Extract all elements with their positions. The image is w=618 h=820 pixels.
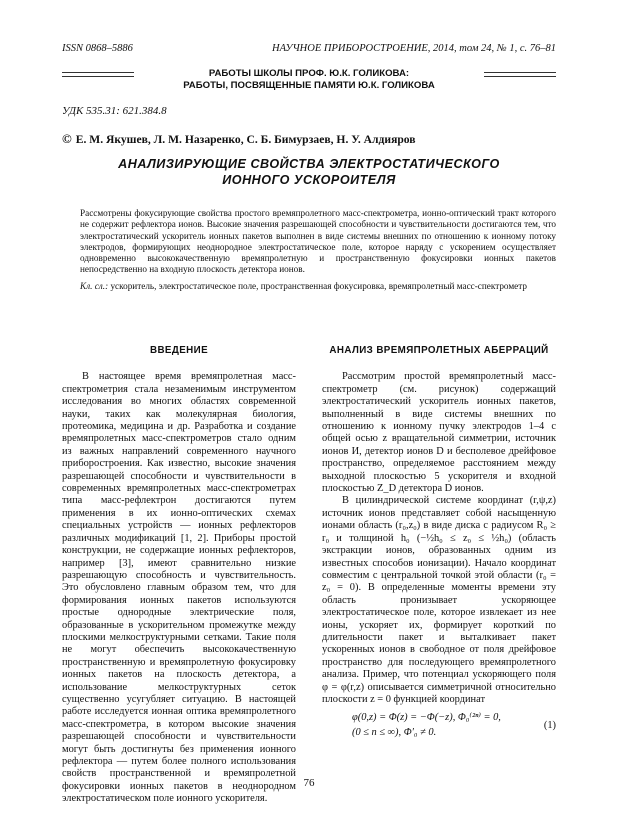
- analysis-heading: АНАЛИЗ ВРЕМЯПРОЛЕТНЫХ АБЕРРАЦИЙ: [329, 345, 549, 356]
- issn-header: ISSN 0868–5886: [62, 43, 133, 54]
- right-column: [322, 345, 556, 740]
- equation-line-1: φ(0,z) = Φ(z) = −Φ(−z), Φ₀⁽²ⁿ⁾ = 0,: [352, 712, 501, 724]
- equation-number: (1): [543, 719, 556, 731]
- keywords: [80, 281, 556, 292]
- right-decor-rule: [484, 72, 556, 77]
- authors-line: [62, 131, 416, 147]
- paper-title: [62, 156, 556, 188]
- school-banner: [150, 68, 468, 92]
- authors: Е. М. Якушев, Л. М. Назаренко, С. Б. Бимурзаев, Н. У. Алдияров: [75, 133, 416, 146]
- journal-header: НАУЧНОЕ ПРИБОРОСТРОЕНИЕ, 2014, том 24, № 1, c. 76–81: [272, 43, 556, 54]
- keywords-label: Кл. сл.:: [80, 281, 109, 291]
- school-line-2: РАБОТЫ, ПОСВЯЩЕННЫЕ ПАМЯТИ Ю.К. ГОЛИКОВА: [183, 80, 435, 91]
- abstract: Рассмотрены фокусирующие свойства простого времяпролетного масс-спектрометра, ионно-оптический тракт которого не содержит рефлектора ионов. Высокие значения разрешающей способности и чувствительности достигаются тем, что электростатический ускоритель ионных пакетов выполнен в виде системы внешних по отношению к ионному потоку электродов, формирующих неоднородное электростатическое поле, которое наряду с ускорением осуществляет одновременно высококачественную времяпролетную и пространственную фокусировки ионных пакетов непосредственно на входную плоскость детектора ионов.: [80, 208, 556, 275]
- school-line-1: РАБОТЫ ШКОЛЫ ПРОФ. Ю.К. ГОЛИКОВА:: [208, 68, 410, 79]
- equation-body: [322, 710, 501, 740]
- equation-1: [322, 710, 556, 740]
- left-decor-rule: [62, 72, 134, 77]
- title-line-2: ИОННОГО УСКОРОИТЕЛЯ: [222, 173, 396, 187]
- title-line-1: АНАЛИЗИРУЮЩИЕ СВОЙСТВА ЭЛЕКТРОСТАТИЧЕСКОГО: [118, 157, 500, 171]
- left-column: [62, 345, 296, 806]
- analysis-paragraph-1: Рассмотрим простой времяпролетный масс-спектрометр (см. рисунок) содержащий электростатический ускоритель ионных пакетов, выполненный в виде системы внешних по отношению к ионному пучку электродов 1–4 с общей осью z вращательной симметрии, источник ионов И, детектор ионов D и бесполевое дрейфовое пространство, определяемое расстоянием между выходной плоскостью 5 ускорителя и входной плоскостью Z_D детектора D ионов.: [322, 371, 556, 495]
- intro-paragraph: В настоящее время времяпролетная масс-спектрометрия стала незаменимым инструментом исследования во многих областях современной науки, таких как молекулярная биология, протеомика, медицина и др. Разработка и создание времяпролетных масс-спектрометров стало одним из важных направлений современного научного приборостроения. Как известно, высокие значения разрешающей способности и чувствительности в современных времяпролетных масс-спектрометрах типа масс-рефлектрон достигаются путем применения в их ионно-оптических схемах специальных устройств — ионных рефлекторов различных модификаций [1, 2]. Приборы простой конструкции, не содержащие ионных рефлекторов, например [3], имеют сравнительно низкие разрешающую способность и чувствительность. Это обусловлено главным образом тем, что для формирования ионных пакетов используются простые однородные электрические поля, образованные в ускорительном промежутке между плоскими мелкоструктурными сетками. Такие поля не могут обеспечить высококачественную пространственную и времяпролетную фокусировку ионных пакетов на плоскость детектора, а использование мелкоструктурных сеток существенно усугубляет ситуацию. В настоящей работе исследуется ионная оптика времяпролетного масс-спектрометра, в котором высокие значения разрешающей способности и чувствительности могут быть достигнуты без применения ионного рефлектора — путем более полного использования свойств пространственной и времяпролетной фокусировки ионных пакетов в неоднородном электростатическом поле ионного ускорителя.: [62, 371, 296, 805]
- page-number: 76: [303, 777, 315, 789]
- keywords-text: ускоритель, электростатическое поле, пространственная фокусировка, времяпролетный масс-спектрометр: [110, 281, 527, 291]
- analysis-paragraph-2: В цилиндрической системе координат (r,ψ,z) источник ионов представляет собой насыщенную ионами область (r₀,z₀) в виде диска с радиусом R₀ ≥ r₀ и толщиной h₀ (−½h₀ ≤ z₀ ≤ ½h₀) (область экстракции ионов, образованных одним из известных способов ионизации). Начало координат совместим с центральной точкой этой области (r₀ = z₀ = 0). В определенные моменты времени эту область пронизывает ускоряющее электростатическое поле, которое извлекает из нее ионы, ускоряет их, формирует короткий по длительности пакет и выталкивает пакет ускоренных ионов в свободное от поля дрейфовое пространство для последующего времяпролетного анализа. Пример, что потенциал ускоряющего поля φ = φ(r,z) описывается симметричной относительно плоскости z = 0 функцией координат: [322, 495, 556, 705]
- equation-line-2: (0 ≤ n ≤ ∞), Φ′₀ ≠ 0.: [352, 727, 437, 739]
- intro-heading: ВВЕДЕНИЕ: [149, 345, 209, 356]
- copyright-symbol: ©: [62, 131, 72, 146]
- udk-code: УДК 535.31: 621.384.8: [62, 105, 167, 117]
